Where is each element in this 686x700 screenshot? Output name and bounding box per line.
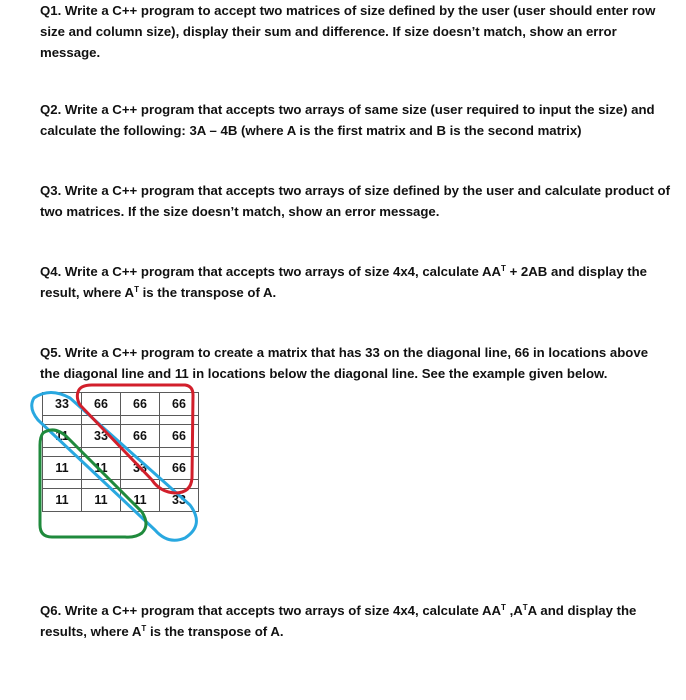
question-6-text-4: is the transpose of A. [146, 624, 284, 639]
matrix-cell: 11 [82, 489, 121, 512]
question-2: Q2. Write a C++ program that accepts two arrays of same size (user required to input the size) and calculate the following: 3A – 4B (where A is the first matrix and B is the second matrix) [40, 102, 655, 138]
matrix-cell: 66 [160, 425, 199, 448]
question-5: Q5. Write a C++ program to create a matrix that has 33 on the diagonal line, 66 in locations above the diagonal line and 11 in locations below the diagonal line. See the example given below. [40, 345, 649, 381]
matrix-cell: 33 [121, 457, 160, 480]
matrix-row-spacer [43, 416, 199, 425]
matrix-cell: 66 [121, 393, 160, 416]
example-matrix [42, 392, 199, 512]
matrix-cell: 11 [43, 425, 82, 448]
transpose-superscript: T [141, 624, 147, 633]
matrix-cell: 66 [160, 393, 199, 416]
matrix-cell: 11 [121, 489, 160, 512]
question-3: Q3. Write a C++ program that accepts two arrays of size defined by the user and calculate product of two matrices. If the size doesn’t match, show an error message. [40, 183, 670, 219]
matrix-cell: 33 [160, 489, 199, 512]
transpose-superscript: T [501, 603, 506, 612]
question-4-text-3: is the transpose of A. [138, 285, 277, 300]
matrix-row-spacer [43, 448, 199, 457]
matrix-row [43, 425, 199, 448]
question-1: Q1. Write a C++ program to accept two matrices of size defined by the user (user should enter row size and column size), display their sum and difference. If size doesn’t match, show an error message. [40, 3, 656, 60]
question-6 [40, 600, 670, 642]
question-6-text-2: ,A [505, 603, 523, 618]
question-4-text-1: Q4. Write a C++ program that accepts two arrays of size 4x4, calculate AA [40, 264, 502, 279]
question-6-text-1: Q6. Write a C++ program that accepts two arrays of size 4x4, calculate AA [40, 603, 502, 618]
matrix-cell: 66 [121, 425, 160, 448]
matrix-row [43, 489, 199, 512]
matrix-cell: 66 [160, 457, 199, 480]
matrix-cell: 33 [82, 425, 121, 448]
transpose-superscript: T [522, 603, 528, 612]
matrix-cell: 33 [43, 393, 82, 416]
matrix-cell: 11 [82, 457, 121, 480]
question-4-text-2: + 2AB and display the result, where A [40, 264, 647, 300]
matrix-cell: 11 [43, 457, 82, 480]
transpose-superscript: T [501, 264, 506, 273]
transpose-superscript: T [134, 285, 139, 294]
matrix-cell: 11 [43, 489, 82, 512]
matrix-row-spacer [43, 480, 199, 489]
matrix-cell: 66 [82, 393, 121, 416]
question-4 [40, 261, 670, 303]
question-6-text-3: A and display the results, where A [40, 603, 637, 639]
matrix-row [43, 457, 199, 480]
matrix-row [43, 393, 199, 416]
